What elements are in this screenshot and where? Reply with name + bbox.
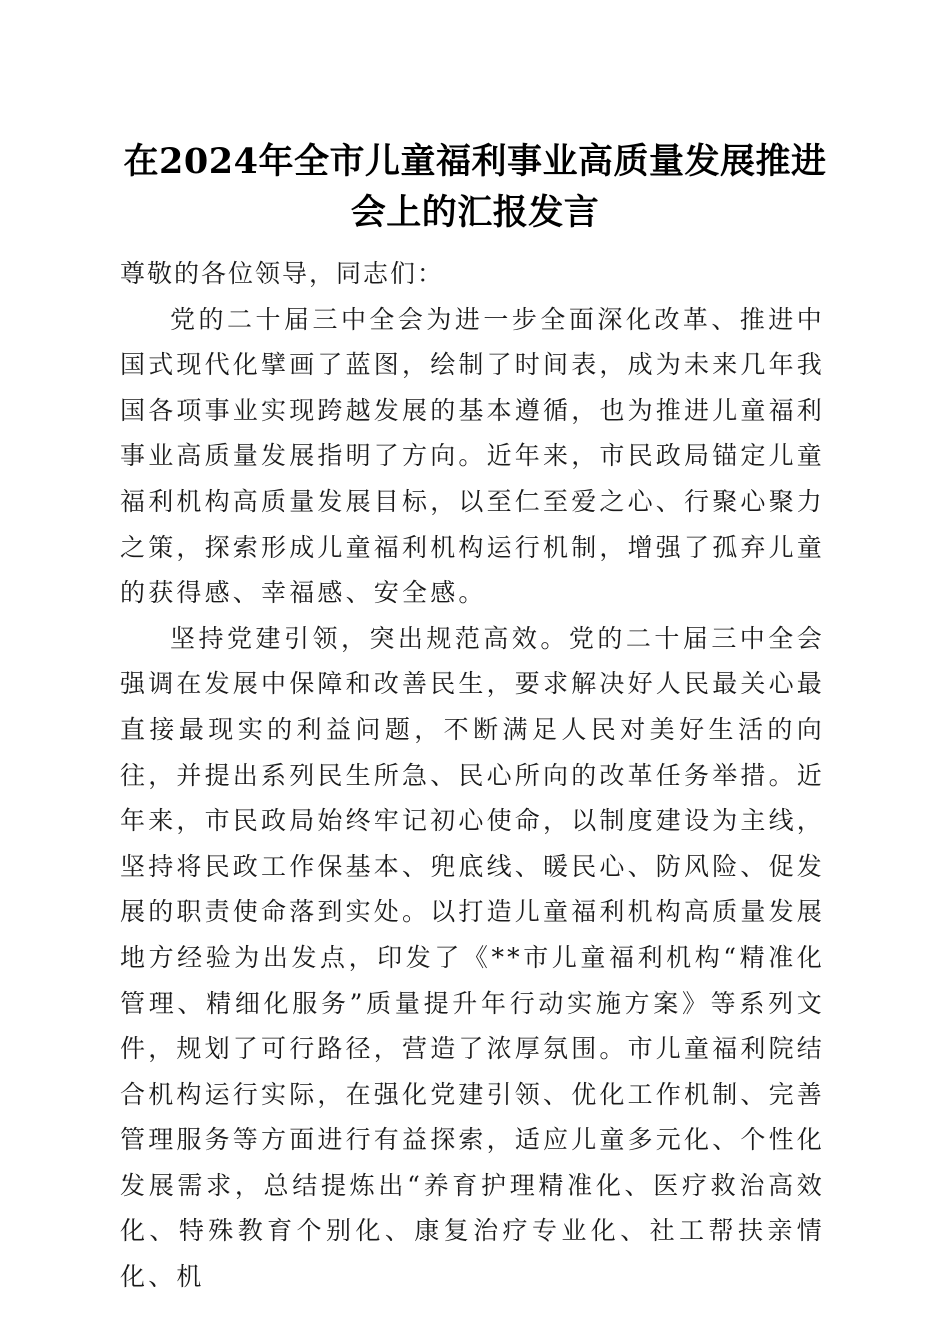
salutation: 尊敬的各位领导，同志们： (120, 259, 445, 288)
paragraph-1: 党的二十届三中全会为进一步全面深化改革、推进中国式现代化擘画了蓝图，绘制了时间表，成为未来几年我国各项事业实现跨越发展的基本遵循，也为推进儿童福利事业高质量发展指明了方向。近年来，市民政局锚定儿童福利机构高质量发展目标，以至仁至爱之心、行聚心聚力之策，探索形成儿童福利机构运行机制，增强了孤弃儿童的获得感、幸福感、安全感。 (120, 304, 826, 608)
document-title (110, 136, 840, 238)
paragraph-2: 坚持党建引领，突出规范高效。党的二十届三中全会强调在发展中保障和改善民生，要求解决好人民最关心最直接最现实的利益问题，不断满足人民对美好生活的向往，并提出系列民生所急、民心所向的改革任务举措。近年来，市民政局始终牢记初心使命，以制度建设为主线，坚持将民政工作保基本、兜底线、暖民心、防风险、促发展的职责使命落到实处。以打造儿童福利机构高质量发展地方经验为出发点，印发了《**市儿童福利机构“精准化管理、精细化服务”质量提升年行动实施方案》等系列文件，规划了可行路径，营造了浓厚氛围。市儿童福利院结合机构运行实际，在强化党建引领、优化工作机制、完善管理服务等方面进行有益探索，适应儿童多元化、个性化发展需求，总结提炼出“养育护理精准化、医疗救治高效化、特殊教育个别化、康复治疗专业化、社工帮扶亲情化、机 (120, 623, 826, 1292)
title-line-2: 会上的汇报发言 (350, 192, 600, 233)
title-line-1: 在2024年全市儿童福利事业高质量发展推进 (123, 141, 827, 182)
document-body (120, 251, 825, 1300)
